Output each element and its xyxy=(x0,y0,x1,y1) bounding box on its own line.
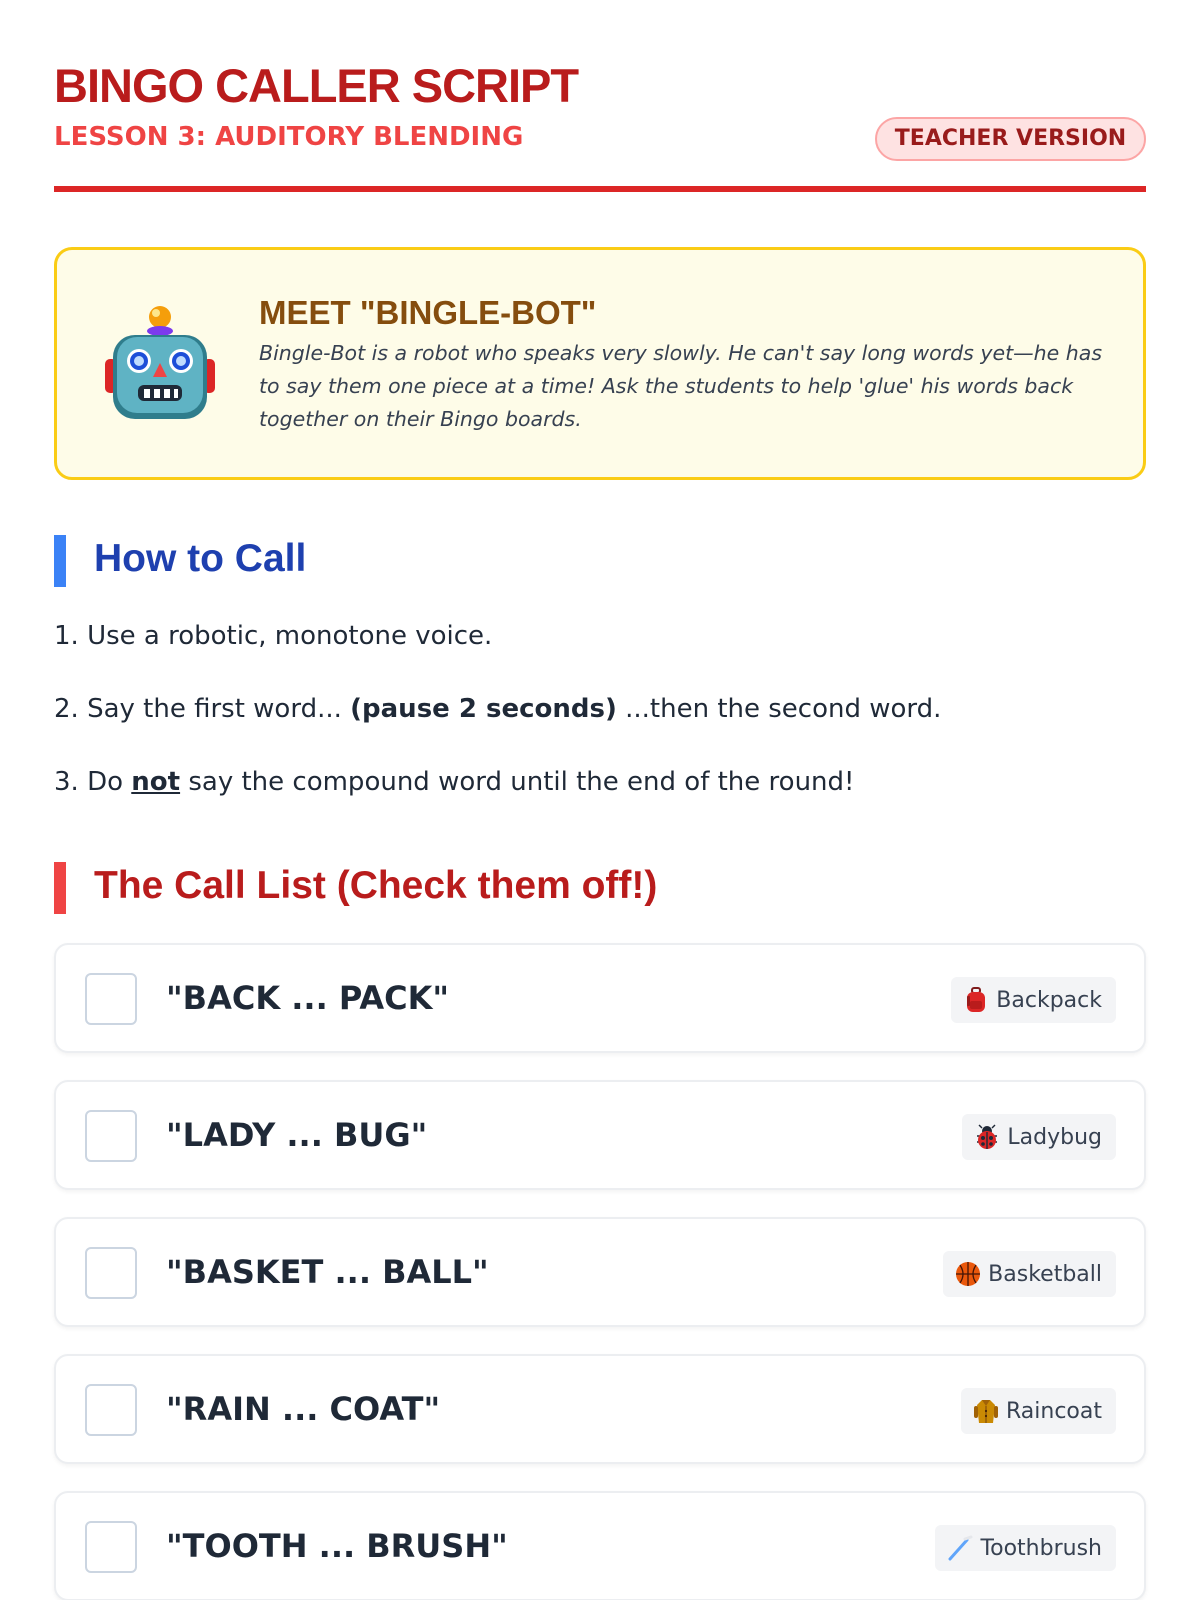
call-checkbox[interactable] xyxy=(85,1110,137,1162)
call-item xyxy=(54,943,1146,1053)
call-word: "TOOTH ... BRUSH" xyxy=(166,1527,508,1565)
pause-emphasis: (pause 2 seconds) xyxy=(350,694,617,724)
answer-tag xyxy=(961,1388,1116,1434)
answer-label: Basketball xyxy=(988,1261,1102,1287)
intro-text: Bingle-Bot is a robot who speaks very slowly. He can't say long words yet—he has to say them one piece at a time! Ask the students to help 'glue' his words back together on their Bingo boards. xyxy=(259,341,1103,431)
call-word: "LADY ... BUG" xyxy=(166,1116,428,1154)
call-list-heading xyxy=(54,862,1146,914)
ladybug-icon xyxy=(974,1124,1000,1150)
toothbrush-icon xyxy=(947,1535,973,1561)
intro-title: MEET "BINGLE-BOT" xyxy=(259,294,597,331)
answer-tag xyxy=(951,977,1116,1023)
header xyxy=(54,52,1146,192)
page-title: BINGO CALLER SCRIPT xyxy=(54,59,579,112)
answer-label: Backpack xyxy=(996,987,1102,1013)
call-item xyxy=(54,1354,1146,1464)
call-item xyxy=(54,1491,1146,1600)
call-checkbox[interactable] xyxy=(85,973,137,1025)
call-checkbox[interactable] xyxy=(85,1247,137,1299)
how-to-call-title: How to Call xyxy=(94,537,307,580)
call-checkbox[interactable] xyxy=(85,1521,137,1573)
raincoat-icon xyxy=(973,1398,999,1424)
robot-icon xyxy=(105,305,215,423)
call-item xyxy=(54,1080,1146,1190)
answer-label: Raincoat xyxy=(1005,1398,1102,1424)
call-word: "BASKET ... BALL" xyxy=(166,1253,489,1291)
answer-label: Toothbrush xyxy=(980,1535,1102,1561)
how-to-call-heading xyxy=(54,535,1146,587)
page-subtitle: LESSON 3: AUDITORY BLENDING xyxy=(54,122,524,152)
call-list-title: The Call List (Check them off!) xyxy=(94,864,658,907)
basketball-icon xyxy=(955,1261,981,1287)
not-emphasis: not xyxy=(131,767,181,797)
call-item xyxy=(54,1217,1146,1327)
teacher-version-badge: TEACHER VERSION xyxy=(875,117,1146,161)
answer-label: Ladybug xyxy=(1007,1124,1102,1150)
intro-callout xyxy=(54,247,1146,480)
instruction-step-1: 1. Use a robotic, monotone voice. xyxy=(54,621,493,651)
instruction-list xyxy=(54,616,1146,835)
section-accent-bar xyxy=(54,535,66,587)
answer-tag xyxy=(943,1251,1116,1297)
call-word: "RAIN ... COAT" xyxy=(166,1390,441,1428)
call-checkbox[interactable] xyxy=(85,1384,137,1436)
call-word: "BACK ... PACK" xyxy=(166,979,450,1017)
header-divider xyxy=(54,186,1146,192)
section-accent-bar xyxy=(54,862,66,914)
instruction-step-3: 3. Do not say the compound word until the end of the round! xyxy=(54,767,855,797)
answer-tag xyxy=(935,1525,1116,1571)
answer-tag xyxy=(962,1114,1116,1160)
instruction-step-2: 2. Say the first word... (pause 2 seconds) ...then the second word. xyxy=(54,694,942,724)
backpack-icon xyxy=(963,987,989,1013)
